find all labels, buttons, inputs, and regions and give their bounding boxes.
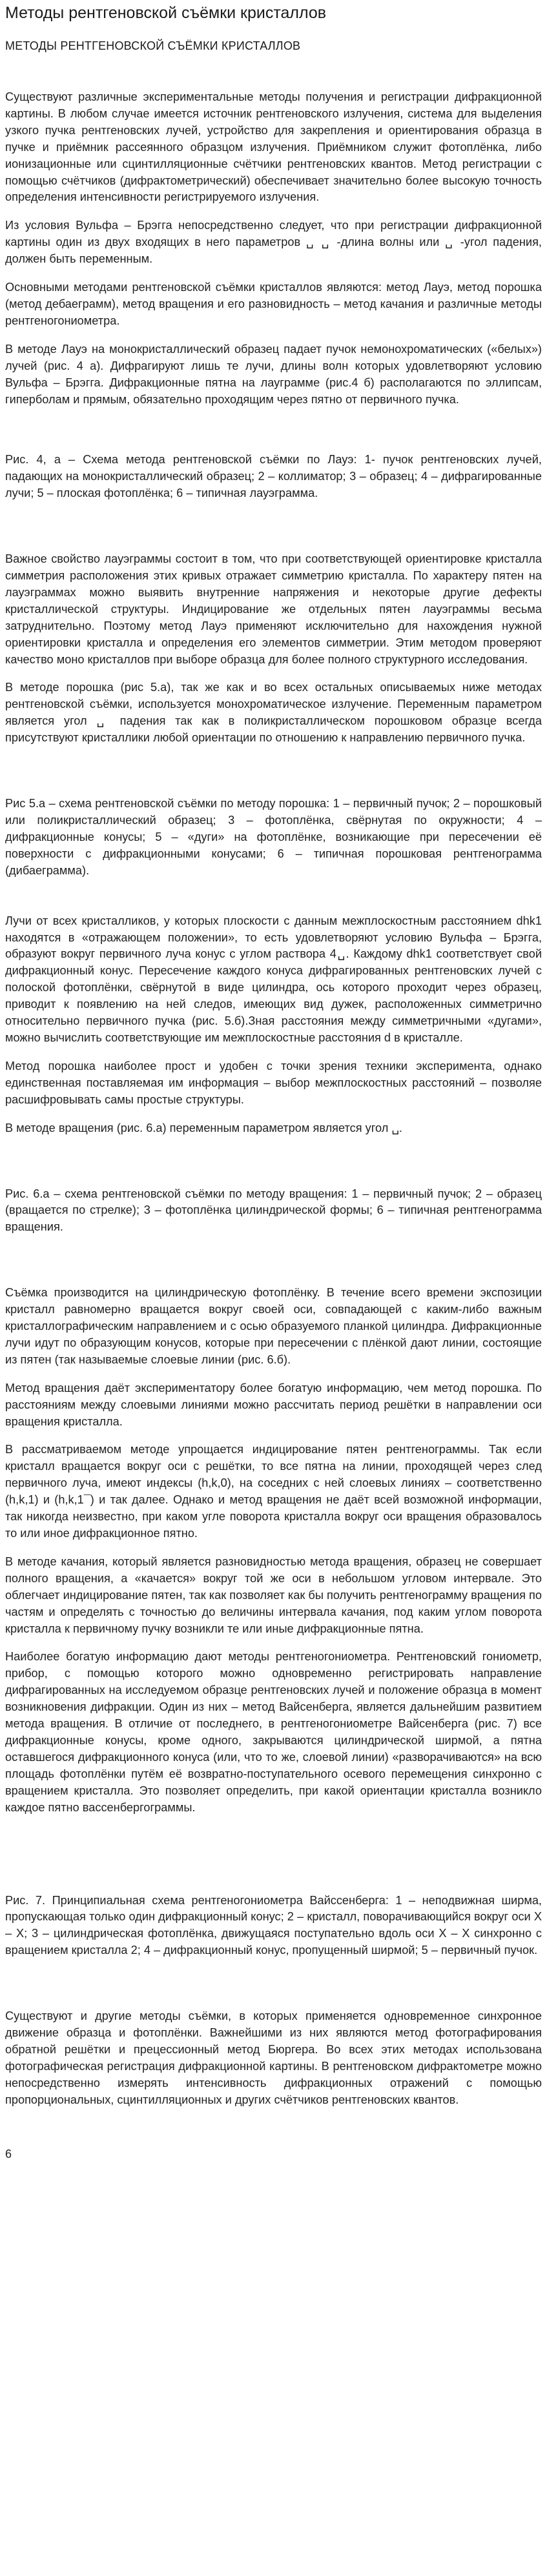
paragraph-cylindrical-film: Съёмка производится на цилиндрическую фотоплёнку. В течение всего времени экспозиции кристалл равномерно вращается вокруг своей оси, совпадающей с каким-либо важным кристаллографическим направлением и с осью образуемого планкой цилиндра. Дифракционные лучи идут по образующим конусов, которые при пересечении с плёнкой дают линии, состоящие из пятен (так называемые слоевые линии (рис. 6.б). xyxy=(5,1286,542,1366)
spacer xyxy=(5,1247,542,1285)
spacer xyxy=(5,514,542,551)
paragraph-laue-method: В методе Лауэ на монокристаллический образец падает пучок немонохроматических («белых») лучей (рис. 4 а). Дифрагируют лишь те лучи, длины волн которых удовлетворяют условию Вульфа – Брэгга. Дифракционные пятна на лауграмме (рис.4 б) располагаются по эллипсам, гиперболам и прямым, обязательно проходящим через пятно от первичного пучка. xyxy=(5,342,542,406)
spacer xyxy=(5,891,542,913)
figure-7-caption: Рис. 7. Принципиальная схема рентгеногониометра Вайссенберга: 1 – неподвижная ширма, пропускающая только один дифракционный конус; 2 – кристалл, поворачивающийся вокруг оси X – X; 3 – цилиндрическая фотоплёнка, движущаяся поступательно вдоль оси X – X синхронно с вращением кристалла 2; 4 – дифракционный конус, пропущенный ширмой; 5 – первичный пучок. xyxy=(5,1893,542,1957)
figure-7-placeholder xyxy=(5,1828,542,1893)
paragraph-intro-1: Существуют различные экспериментальные методы получения и регистрации дифракционной картины. В любом случае имеется источник рентгеновского излучения, система для выделения узкого пучка рентгеновских лучей, устройство для закрепления и ориентирования образца в пучке и приёмник рассеянного образцом излучения. Приёмником служит фотоплёнка, либо ионизационные или сцинтилляционные счётчики рентгеновских квантов. Метод регистрации с помощью счётчиков (дифрактометрический) обеспечивает значительно более высокую точность определения интенсивности регистрируемого излучения. xyxy=(5,90,542,204)
figure-5-placeholder xyxy=(5,758,542,796)
page-number: 6 xyxy=(5,2147,12,2160)
paragraph-rotation-method: В методе вращения (рис. 6.а) переменным параметром является угол ␣. xyxy=(5,1121,402,1134)
document-title: Методы рентгеновской съёмки кристаллов xyxy=(5,4,327,22)
paragraph-goniometer-methods: Наиболее богатую информацию дают методы рентгеногониометра. Рентгеновский гониометр, прибор, с помощью которого можно одновременно регистрировать направление дифрагированных на исследуемом образце рентгеновских лучей и положение образца в момент возникновения дифракции. Один из них – метод Вайсенберга, является дальнейшим развитием метода вращения. В отличие от последнего, в рентгеногониометре Вайсенберга (рис. 7) все дифракционные конусы, кроме одного, закрываются цилиндрической ширмой, а пятна оставшегося дифракционного конуса (или, что то же, слоевой линии) «разворачиваются» на всю площадь фотоплёнки путём её возвратно-поступательного осевого перемещения синхронно с вращением кристалла. Это позволяет определить, при какой ориентации кристалла возникло каждое пятно вассенбергограммы. xyxy=(5,1650,542,1814)
paragraph-intro-2: Из условия Вульфа – Брэгга непосредственно следует, что при регистрации дифракционной картины один из двух входящих в него параметров ␣ ␣ -длина волны или ␣ -угол падения, должен быть переменным. xyxy=(5,219,542,266)
paragraph-diffraction-cones: Лучи от всех кристалликов, у которых плоскости с данным межплоскостным расстоянием dhk1 находятся в «отражающем положении», то есть удовлетворяют условию Вульфа – Брэгга, образуют вокруг первичного луча конус с углом раствора 4␣. Каждому dhk1 соответствует свой дифракционный конус. Пересечение каждого конуса дифрагированных рентгеновских лучей с полоской фотоплёнки, свёрнутой в виде цилиндра, ось которого проходит через образец, приводит к появлению на ней следов, имеющих вид дужек, расположенных симметрично относительно первичного пучка (рис. 5.б).Зная расстояния между симметричными «дугами», можно вычислить соответствующие им межплоскостные расстояния d в кристалле. xyxy=(5,914,542,1044)
paragraph-lauegram-properties: Важное свойство лауэграммы состоит в том, что при соответствующей ориентировке кристалла симметрия расположения этих кривых отражает симметрию кристалла. По характеру пятен на лауэграммах можно выявить внутренние напряжения и некоторые другие дефекты кристаллической структуры. Индицирование же отдельных пятен лауэграммы весьма затруднительно. Поэтому метод Лауэ применяют исключительно для нахождения нужной ориентировки кристалла и определения его элементов симметрии. Этим методом проверяют качество моно кристаллов при выборе образца для более полного структурного исследования. xyxy=(5,552,542,666)
figure-4-placeholder xyxy=(5,419,542,452)
paragraph-powder-summary: Метод порошка наиболее прост и удобен с точки зрения техники эксперимента, однако единственная поставляемая им информация – выбор межплоскостных расстояний – позволяе расшифровывать самы простые структуры. xyxy=(5,1059,542,1106)
figure-5-caption: Рис 5.а – схема рентгеновской съёмки по методу порошка: 1 – первичный пучок; 2 – порошковый или поликристаллический образец; 3 – фотоплёнка, свёрнутая по окружности; 4 – дифракционные конусы; 5 – «дуги» на фотоплёнке, возникающие при пересечении её поверхности с дифракционными конусами; 6 – типичная порошковая рентгенограмма (дибаеграмма). xyxy=(5,797,542,877)
paragraph-oscillation-method: В методе качания, который является разновидностью метода вращения, образец не совершает полного вращения, а «качается» вокруг той же оси в небольшом угловом интервале. Это облегчает индицирование пятен, так как позволяет как бы получить рентгенограмму вращения по частям и определять с точностью до величины интервала качания, под каким углом поворота кристалла к первичному пучку возникли те или иные дифракционные пятна. xyxy=(5,1555,542,1635)
paragraph-powder-method: В методе порошка (рис 5.а), так же как и во всех остальных описываемых ниже методах рентгеновской съёмки, используется монохроматическое излучение. Переменным параметром является угол ␣ падения так как в поликристаллическом порошковом образце всегда присутствуют кристаллики любой ориентации по отношению к направлению первичного пучка. xyxy=(5,681,542,745)
figure-6-placeholder xyxy=(5,1149,542,1186)
paragraph-indexing: В рассматриваемом методе упрощается индицирование пятен рентгенограммы. Так если кристалл вращается вокруг оси с решётки, то все пятна на линии, проходящей через след первичного луча, имеют индексы (h,k,0), на соседних с ней слоевых линиях – соответственно (h,k,1) и (h,k,1¯) и так далее. Однако и метод вращения не даёт всей возможной информации, так никогда неизвестно, при каком угле поворота кристалла вокруг оси вращения образовалось то или иное дифракционное пятно. xyxy=(5,1443,542,1540)
spacer xyxy=(5,1971,542,2008)
paragraph-intro-3: Основными методами рентгеновской съёмки кристаллов являются: метод Лауэ, метод порошка (метод дебаеграмм), метод вращения и его разновидность – метод качания и различные методы рентгеногониометра. xyxy=(5,281,542,327)
paragraph-other-methods: Существуют и другие методы съёмки, в которых применяется одновременное синхронное движение образца и фотоплёнки. Важнейшими из них являются метод фотографирования обратной решётки и прецессионный метод Бюргера. Во всех этих методах использована фотографическая регистрация дифракционной картины. В рентгеновском дифрактометре можно непосредственно измерять интенсивность дифракционных отражений с помощью пропорциональных, сцинтилляционных и других счётчиков рентгеновских квантов. xyxy=(5,2009,542,2106)
figure-4-caption: Рис. 4, а – Схема метода рентгеновской съёмки по Лауэ: 1- пучок рентгеновских лучей, падающих на монокристаллический образец; 2 – коллиматор; 3 – образец; 4 – дифрагированные лучи; 5 – плоская фотоплёнка; 6 – типичная лауэграмма. xyxy=(5,453,542,500)
section-heading: МЕТОДЫ РЕНТГЕНОВСКОЙ СЪЁМКИ КРИСТАЛЛОВ xyxy=(5,39,301,52)
figure-6-caption: Рис. 6.а – схема рентгеновской съёмки по методу вращения: 1 – первичный пучок; 2 – образец (вращается по стрелке); 3 – фотоплёнка цилиндрической формы; 6 – типичная рентгенограмма вращения. xyxy=(5,1187,542,1234)
paragraph-rotation-info: Метод вращения даёт экспериментатору более богатую информацию, чем метод порошка. По расстояниям между слоевыми линиями можно рассчитать период решётки в направлении оси вращения кристалла. xyxy=(5,1381,542,1428)
